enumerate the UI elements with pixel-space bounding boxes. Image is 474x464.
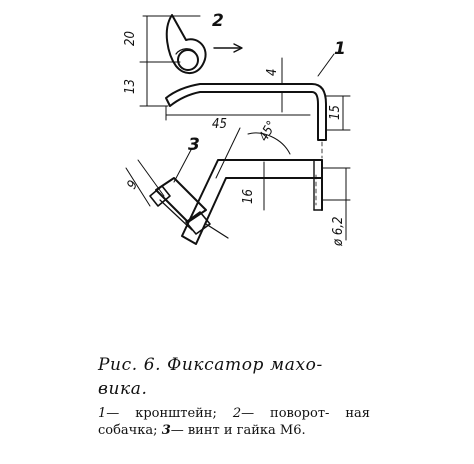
legend-2-text: — поворот- — [241, 406, 330, 421]
dim-13: 13 — [123, 79, 138, 94]
dim-45: 45 — [212, 117, 227, 132]
dim-angle: 45° — [256, 118, 280, 144]
caption-title-line-1: Рис. 6. Фиксатор махо- — [98, 355, 323, 375]
legend-3-text-cont: гайка М6. — [236, 423, 306, 438]
legend-1-number: 1 — [98, 406, 107, 421]
dim-4: 4 — [265, 68, 280, 76]
dim-hole: ø 6,2 — [331, 216, 346, 246]
legend-3-text: — винт и — [170, 423, 233, 438]
caption-title-line-2: вика. — [98, 379, 148, 399]
legend-2-text-cont: ная собачка; — [98, 406, 370, 438]
figure-caption — [98, 353, 398, 401]
legend-2-number: 2 — [232, 406, 242, 421]
dim-15: 15 — [328, 105, 343, 120]
dim-9: 9 — [124, 178, 142, 192]
dim-16: 16 — [241, 189, 256, 204]
legend-1-text: — кронштейн; — [106, 406, 217, 421]
part-label-3: 3 — [188, 135, 200, 155]
part-label-1: 1 — [334, 39, 346, 59]
part-label-2: 2 — [212, 11, 224, 31]
dim-20: 20 — [123, 31, 138, 46]
figure-legend — [98, 405, 370, 439]
legend-3-number: 3 — [161, 423, 171, 438]
